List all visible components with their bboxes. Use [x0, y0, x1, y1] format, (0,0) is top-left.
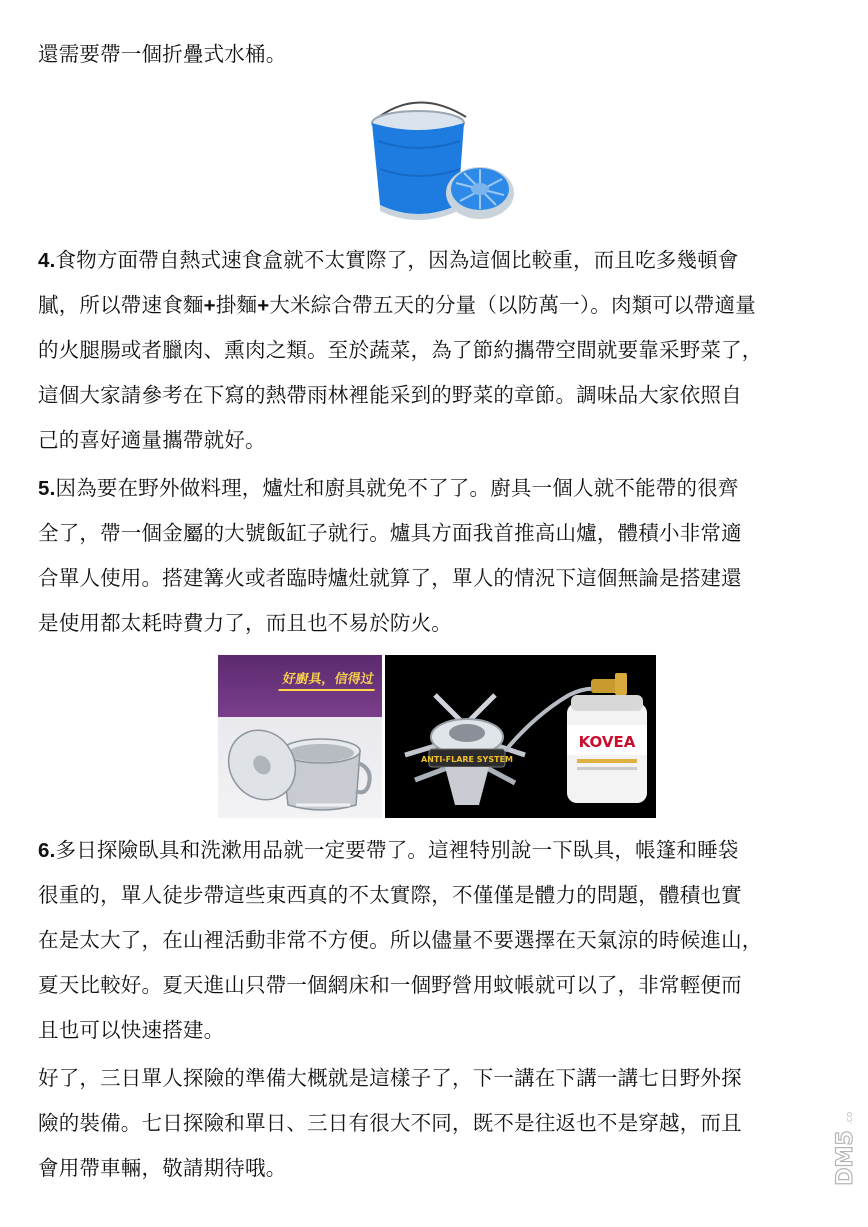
para4-line-2: 膩，所以帶速食麵+掛麵+大米綜合帶五天的分量（以防萬一）。肉類可以帶適量 — [38, 293, 756, 317]
para5-number: 5. — [38, 477, 56, 500]
svg-text:.com: .com — [845, 1112, 855, 1126]
metal-pot-image — [218, 655, 382, 818]
paragraph-food — [38, 238, 838, 463]
watermark-icon — [826, 1112, 862, 1204]
closing-line-2: 險的裝備。七日探險和單日、三日有很大不同，既不是往返也不是穿越，而且 — [38, 1111, 742, 1135]
pot-banner-text: 好廚具，信得过 — [278, 669, 377, 691]
para5-line-3: 合單人使用。搭建篝火或者臨時爐灶就算了，單人的情況下這個無論是搭建還 — [38, 566, 742, 590]
camping-stove-image — [385, 655, 656, 818]
para6-number: 6. — [38, 839, 56, 862]
folding-bucket-icon — [356, 83, 518, 235]
svg-text:DM5: DM5 — [833, 1130, 858, 1186]
para5-line-4: 是使用都太耗時費力了，而且也不易於防火。 — [38, 611, 452, 635]
para6-line-4: 夏天比較好。夏天進山只帶一個網床和一個野營用蚊帳就可以了，非常輕便而 — [38, 973, 742, 997]
para6-line-3: 在是太大了，在山裡活動非常不方便。所以儘量不要選擇在天氣涼的時候進山， — [38, 928, 763, 952]
para4-line-4: 這個大家請參考在下寫的熱帶雨林裡能采到的野菜的章節。調味品大家依照自 — [38, 383, 742, 407]
paragraph-closing — [38, 1056, 838, 1191]
gas-stove-icon — [385, 655, 656, 818]
para4-number: 4. — [38, 249, 56, 272]
para4-line-5: 己的喜好適量攜帶就好。 — [38, 428, 266, 452]
closing-line-3: 會用帶車輛，敬請期待哦。 — [38, 1156, 287, 1180]
folding-bucket-image — [356, 83, 518, 235]
stove-label-text: ANTI-FLARE SYSTEM — [420, 755, 514, 764]
para4-line-3: 的火腿腸或者臘肉、熏肉之類。至於蔬菜，為了節約攜帶空間就要靠采野菜了， — [38, 338, 763, 362]
closing-line-1: 好了，三日單人探險的準備大概就是這樣子了，下一講在下講一講七日野外探 — [38, 1066, 742, 1090]
gas-can-brand-text: KOVEA — [578, 733, 636, 751]
para6-line-2: 很重的，單人徒步帶這些東西真的不太實際，不僅僅是體力的問題，體積也實 — [38, 883, 742, 907]
intro-line: 還需要帶一個折疊式水桶。 — [38, 42, 287, 66]
para6-line-5: 且也可以快速搭建。 — [38, 1018, 225, 1042]
paragraph-bedding — [38, 828, 838, 1053]
para5-line-2: 全了，帶一個金屬的大號飯缸子就行。爐具方面我首推高山爐，體積小非常適 — [38, 521, 742, 545]
para4-line-1: 4.食物方面帶自熱式速食盒就不太實際了，因為這個比較重，而且吃多幾頓會 — [38, 248, 739, 272]
pot-icon — [218, 655, 382, 818]
dm5-watermark-logo — [826, 1112, 862, 1204]
para5-line-1: 5.因為要在野外做料理，爐灶和廚具就免不了了。廚具一個人就不能帶的很齊 — [38, 476, 739, 500]
para6-line-1: 6.多日探險臥具和洗漱用品就一定要帶了。這裡特別說一下臥具，帳篷和睡袋 — [38, 838, 739, 862]
paragraph-cookware — [38, 466, 838, 646]
